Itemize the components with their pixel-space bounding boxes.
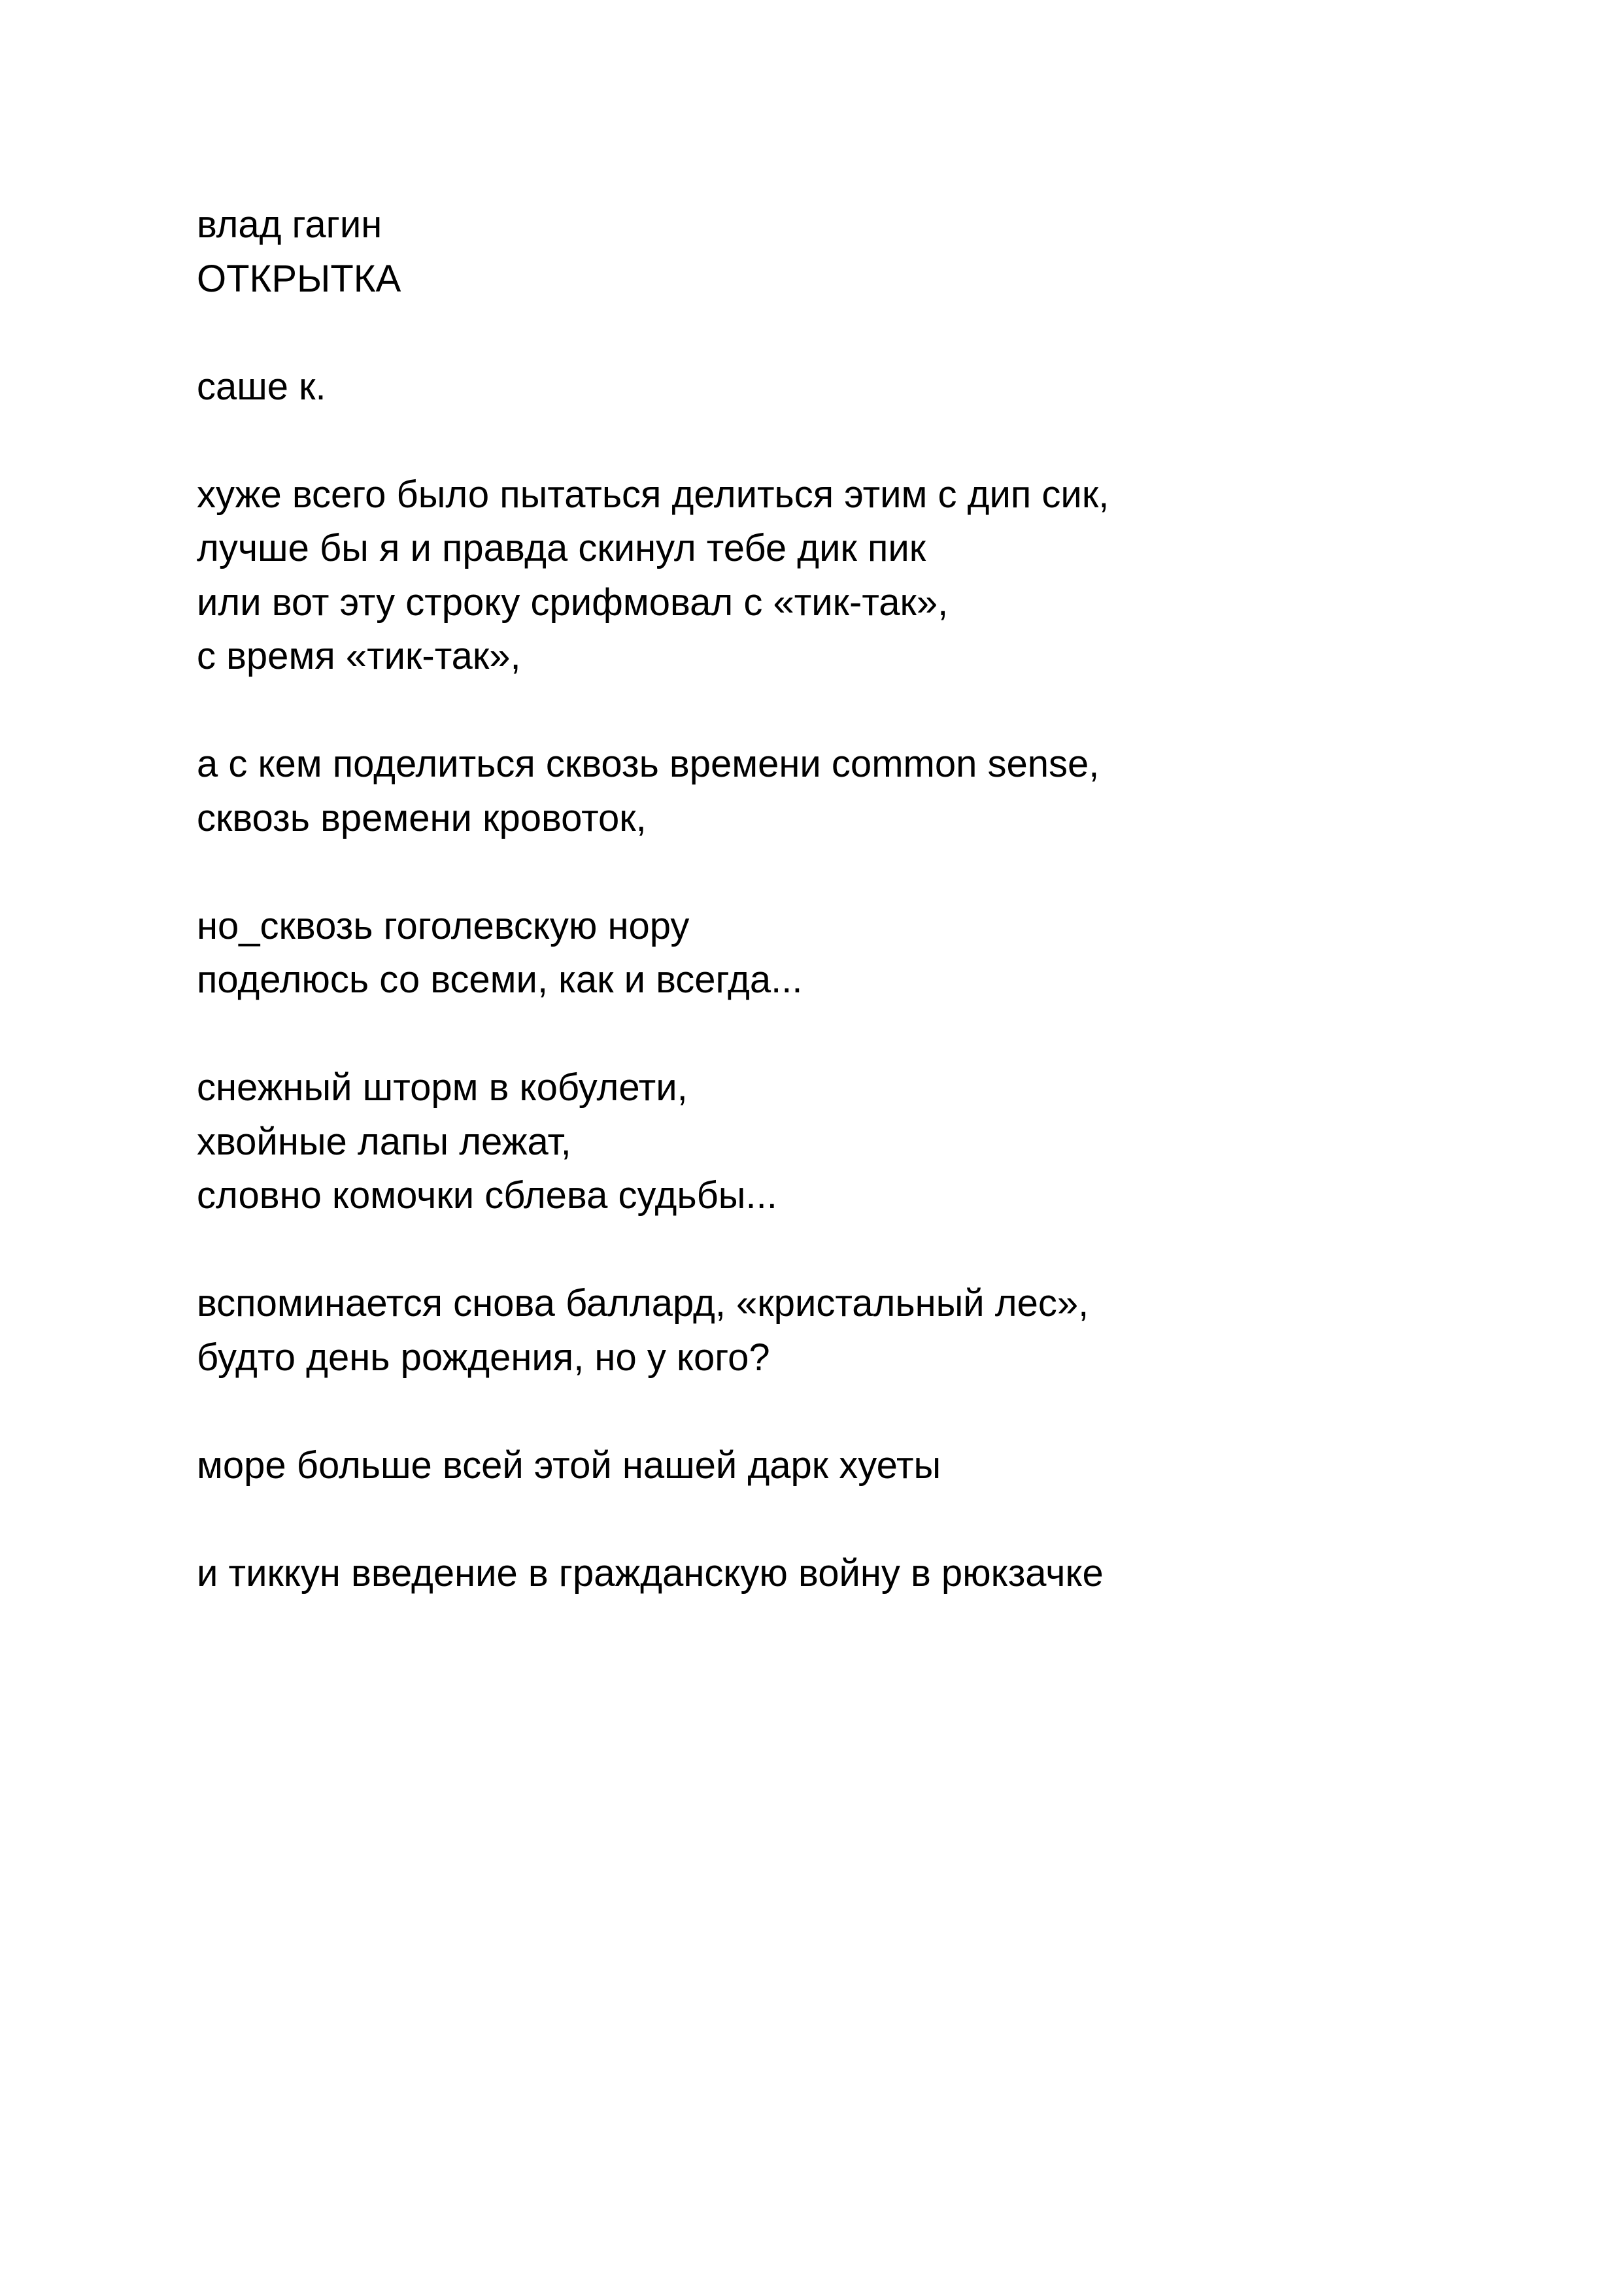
stanza-6 [197, 1439, 1504, 1493]
spacer [197, 845, 1504, 900]
author-name: влад гагин [197, 203, 382, 246]
spacer [197, 1493, 1504, 1547]
poem-line: снежный шторм в кобулети, [197, 1066, 688, 1109]
poem-line: вспоминается снова баллард, «кристальный лес», [197, 1282, 1089, 1324]
stanza-2 [197, 737, 1504, 845]
poem-line: море больше всей этой нашей дарк хуеты [197, 1443, 941, 1487]
stanza-3 [197, 900, 1504, 1007]
poem-line: сквозь времени кровоток, [197, 796, 647, 839]
poem-line: будто день рождения, но у кого? [197, 1336, 770, 1379]
poem-line: словно комочки сблева судьбы... [197, 1174, 777, 1217]
poem-line: хуже всего было пытаться делиться этим с дип сик, [197, 473, 1109, 516]
poem-line: но_сквозь гоголевскую нору [197, 904, 690, 947]
poem-line: или вот эту строку срифмовал с «тик-так», [197, 581, 949, 624]
spacer [197, 306, 1504, 360]
spacer [197, 1385, 1504, 1439]
poem-line: а с кем поделиться сквозь времени common sense, [197, 743, 1100, 785]
poem-title: ОТКРЫТКА [197, 257, 401, 300]
dedication: саше к. [197, 365, 326, 408]
poem-body [197, 198, 1504, 1600]
poem-line: и тиккун введение в гражданскую войну в рюкзачке [197, 1551, 1104, 1594]
spacer [197, 684, 1504, 738]
poem-line: поделюсь со всеми, как и всегда... [197, 958, 803, 1001]
poem-line: лучше бы я и правда скинул тебе дик пик [197, 527, 926, 569]
stanza-1 [197, 468, 1504, 684]
spacer [197, 1223, 1504, 1277]
stanza-7 [197, 1547, 1504, 1601]
spacer [197, 1007, 1504, 1062]
poem-line: хвойные лапы лежат, [197, 1120, 571, 1163]
stanza-4 [197, 1061, 1504, 1223]
stanza-5 [197, 1277, 1504, 1385]
spacer [197, 414, 1504, 468]
poem-line: с время «тик-так», [197, 635, 521, 677]
